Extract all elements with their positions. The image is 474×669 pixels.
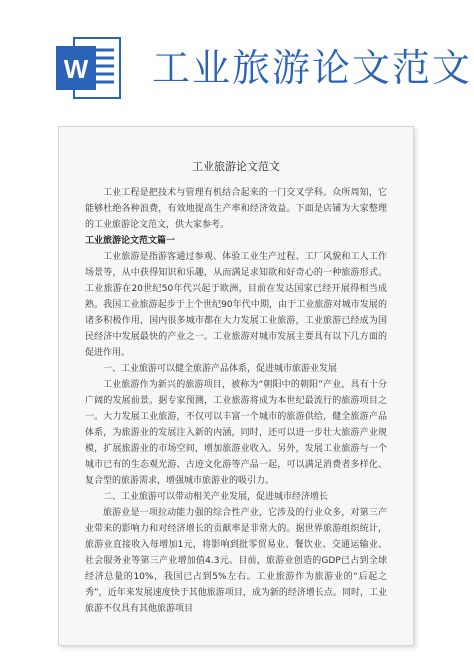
section-heading: 工业旅游论文范文篇一 [85, 236, 176, 246]
document-title: 工业旅游论文范文 [192, 160, 280, 173]
document-page [58, 126, 414, 646]
subsection-heading: 二、工业旅游可以带动相关产业发展，促进城市经济增长 [103, 492, 329, 502]
paragraph: 工业旅游作为新兴的旅游项目，被称为“朝阳中的朝阳”产业，具有十分广阔的发展前景。据专家预测，工业旅游将成为本世纪最流行的旅游项目之一。大力发展工业旅游，不仅可以丰富一个城市的旅游供给，健全旅游产品体系，为旅游业的发展注入新的内涵，同时，还可以进一步壮大旅游产业规模，扩展旅游业的市场空间，增加旅游业收入。另外，发展工业旅游与一个城市已有的生态观光游、古迹文化游等产品一起，可以满足消费者多样化、复合型的旅游需求，增强城市旅游业的吸引力。 [85, 380, 387, 486]
paragraph: 旅游业是一项拉动能力强的综合性产业，它涉及的行业众多，对第三产业带来的影响力和对经济增长的贡献率是非常大的。据世界旅游组织统计，旅游业直接收入每增加1元，将影响到批零贸易业、餐饮业、交通运输业、社会服务业等第三产业增加值4.3元。目前，旅游业创造的GDP已占到全球经济总量的10%，我国已占到5%左右。工业旅游作为旅游业的“后起之秀”，近年来发展速度快于其他旅游项目，成为新的经济增长点。同时，工业旅游不仅具有其他旅游项目 [85, 508, 387, 614]
word-icon-letter: W [63, 54, 89, 84]
paragraph: 工业旅游是指游客通过参观、体验工业生产过程、工厂风貌和工人工作场景等，从中获得知识和乐趣，从而满足求知欲和好奇心的一种旅游形式。工业旅游在20世纪50年代兴起于欧洲，目前在发达国家已经开展得相当成熟。我国工业旅游起步于上个世纪90年代中期，由于工业旅游对城市发展的诸多积极作用，国内很多城市都在大力发展工业旅游，工业旅游已经成为国民经济中发展最快的产业之一。工业旅游对城市发展主要具有以下几方面的促进作用。 [85, 252, 387, 358]
paragraph: 工业工程是把技术与管理有机结合起来的一门交叉学科。众所周知，它能够杜绝各种浪费，有效地提高生产率和经济效益。下面是店铺为大家整理的工业旅游论文范文，供大家参考。 [85, 188, 387, 230]
word-doc-icon [52, 32, 124, 104]
document-body [85, 185, 387, 617]
header-banner [0, 0, 474, 120]
banner-title: 工业旅游论文范文 [152, 46, 473, 90]
subsection-heading: 一、工业旅游可以健全旅游产品体系，促进城市旅游业发展 [103, 364, 338, 374]
